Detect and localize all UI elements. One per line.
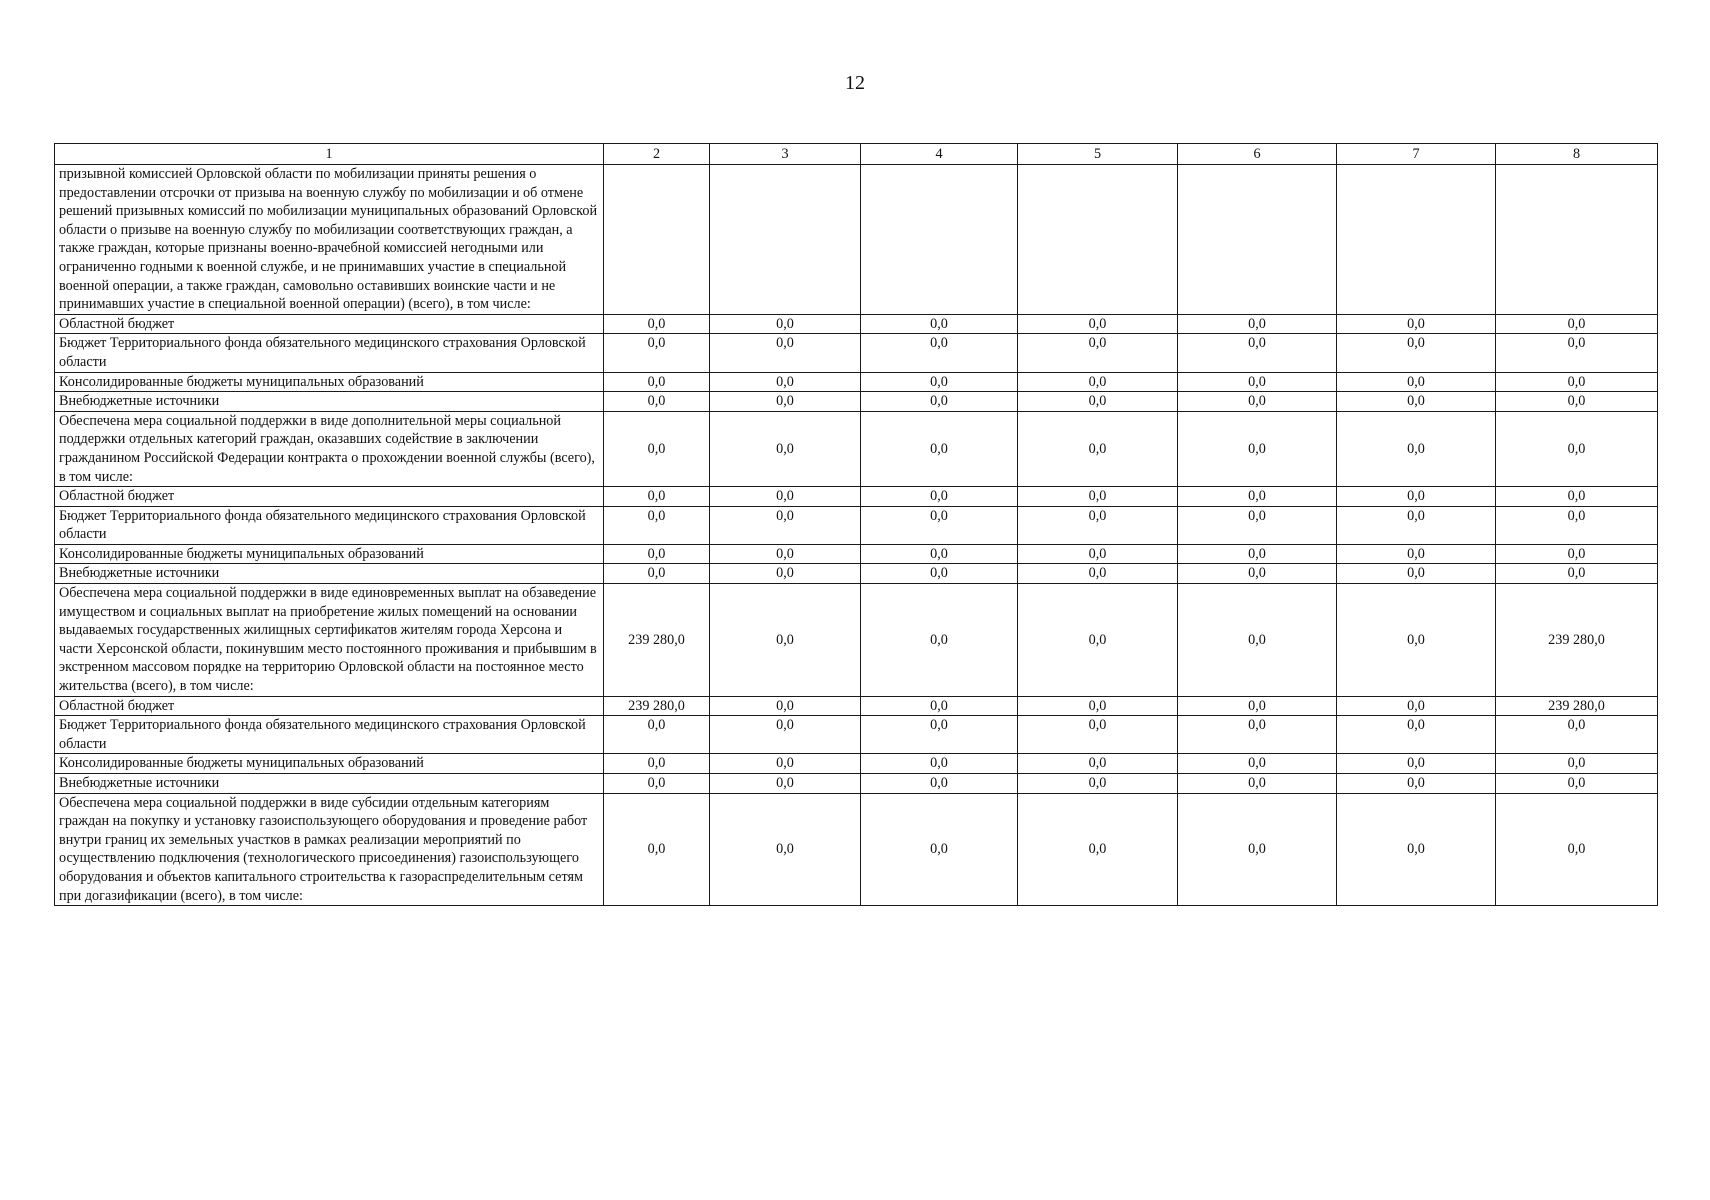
table-row (55, 314, 1658, 334)
value-cell-col-4: 0,0 (861, 774, 1018, 794)
value-cell-col-4: 0,0 (861, 411, 1018, 486)
value-cell-col-3: 0,0 (710, 314, 861, 334)
value-cell-col-4: 0,0 (861, 754, 1018, 774)
row-label: Обеспечена мера социальной поддержки в виде дополнительной меры социальной поддержки отдельных категорий граждан, оказавших содействие в заключении гражданином Российской Федерации контракта о прохождении военной службы (всего), в том числе: (55, 411, 604, 486)
value-cell-col-3: 0,0 (710, 564, 861, 584)
value-cell-col-5: 0,0 (1018, 544, 1178, 564)
value-cell-col-4: 0,0 (861, 544, 1018, 564)
table-row (55, 564, 1658, 584)
row-label: Обеспечена мера социальной поддержки в виде единовременных выплат на обзаведение имуществом и социальных выплат на приобретение жилых помещений на основании выдаваемых государственных жилищных сертификатов жителям города Херсона и части Херсонской области, покинувшим место постоянного проживания и прибывшим в экстренном массовом порядке на территорию Орловской области на постоянное место жительства (всего), в том числе: (55, 584, 604, 697)
table-row (55, 334, 1658, 372)
value-cell-col-4: 0,0 (861, 372, 1018, 392)
table-row (55, 793, 1658, 906)
value-cell-col-8: 0,0 (1496, 314, 1658, 334)
value-cell-col-7: 0,0 (1337, 411, 1496, 486)
value-cell-col-8: 0,0 (1496, 754, 1658, 774)
value-cell-col-3: 0,0 (710, 774, 861, 794)
table-row (55, 392, 1658, 412)
value-cell-col-3: 0,0 (710, 334, 861, 372)
value-cell-col-6: 0,0 (1178, 716, 1337, 754)
value-cell-col-8: 239 280,0 (1496, 696, 1658, 716)
value-cell-col-5: 0,0 (1018, 584, 1178, 697)
value-cell-col-3: 0,0 (710, 793, 861, 906)
row-label: Внебюджетные источники (55, 774, 604, 794)
row-label: Консолидированные бюджеты муниципальных образований (55, 544, 604, 564)
value-cell-col-8: 0,0 (1496, 487, 1658, 507)
value-cell-col-7: 0,0 (1337, 754, 1496, 774)
value-cell-col-5: 0,0 (1018, 506, 1178, 544)
value-cell-col-4: 0,0 (861, 584, 1018, 697)
value-cell-col-8: 0,0 (1496, 544, 1658, 564)
value-cell-col-8: 0,0 (1496, 411, 1658, 486)
value-cell-col-2: 239 280,0 (604, 584, 710, 697)
row-label: Внебюджетные источники (55, 392, 604, 412)
value-cell-col-3: 0,0 (710, 544, 861, 564)
value-cell-col-6: 0,0 (1178, 696, 1337, 716)
value-cell-col-2: 0,0 (604, 544, 710, 564)
value-cell-col-2: 0,0 (604, 716, 710, 754)
value-cell-col-8: 0,0 (1496, 716, 1658, 754)
column-header-8: 8 (1496, 144, 1658, 165)
value-cell-col-8: 0,0 (1496, 334, 1658, 372)
value-cell-col-2: 0,0 (604, 392, 710, 412)
value-cell-col-6: 0,0 (1178, 754, 1337, 774)
budget-table (54, 143, 1658, 906)
table-row (55, 372, 1658, 392)
value-cell-col-5 (1018, 165, 1178, 315)
value-cell-col-7 (1337, 165, 1496, 315)
value-cell-col-8: 0,0 (1496, 793, 1658, 906)
column-header-2: 2 (604, 144, 710, 165)
value-cell-col-2: 0,0 (604, 314, 710, 334)
value-cell-col-5: 0,0 (1018, 392, 1178, 412)
value-cell-col-2 (604, 165, 710, 315)
value-cell-col-8: 239 280,0 (1496, 584, 1658, 697)
value-cell-col-8: 0,0 (1496, 564, 1658, 584)
column-header-5: 5 (1018, 144, 1178, 165)
value-cell-col-3: 0,0 (710, 506, 861, 544)
row-label: Бюджет Территориального фонда обязательного медицинского страхования Орловской области (55, 506, 604, 544)
value-cell-col-4: 0,0 (861, 793, 1018, 906)
column-header-6: 6 (1178, 144, 1337, 165)
table-row (55, 487, 1658, 507)
table-header-row (55, 144, 1658, 165)
value-cell-col-8 (1496, 165, 1658, 315)
value-cell-col-5: 0,0 (1018, 716, 1178, 754)
value-cell-col-6: 0,0 (1178, 314, 1337, 334)
value-cell-col-7: 0,0 (1337, 314, 1496, 334)
value-cell-col-3: 0,0 (710, 372, 861, 392)
value-cell-col-7: 0,0 (1337, 696, 1496, 716)
value-cell-col-2: 239 280,0 (604, 696, 710, 716)
table-row (55, 696, 1658, 716)
row-label: Областной бюджет (55, 314, 604, 334)
value-cell-col-5: 0,0 (1018, 487, 1178, 507)
value-cell-col-3: 0,0 (710, 584, 861, 697)
value-cell-col-6: 0,0 (1178, 506, 1337, 544)
value-cell-col-7: 0,0 (1337, 564, 1496, 584)
value-cell-col-6: 0,0 (1178, 564, 1337, 584)
table-body (55, 165, 1658, 906)
value-cell-col-6: 0,0 (1178, 544, 1337, 564)
table-row (55, 754, 1658, 774)
value-cell-col-3: 0,0 (710, 392, 861, 412)
column-header-1: 1 (55, 144, 604, 165)
row-label: Бюджет Территориального фонда обязательного медицинского страхования Орловской области (55, 716, 604, 754)
table-row (55, 506, 1658, 544)
row-label: призывной комиссией Орловской области по мобилизации приняты решения о предоставлении отсрочки от призыва на военную службу по мобилизации и об отмене решений призывных комиссий по мобилизации муниципальных образований Орловской области о призыве на военную службу по мобилизации соответствующих граждан, а также граждан, которые признаны военно-врачебной комиссией негодными или ограниченно годными к военной службе, и не принимавших участие в специальной военной операции, а также граждан, самовольно оставивших воинские части и не принимавших участие в специальной военной операции) (всего), в том числе: (55, 165, 604, 315)
value-cell-col-7: 0,0 (1337, 487, 1496, 507)
value-cell-col-5: 0,0 (1018, 372, 1178, 392)
value-cell-col-5: 0,0 (1018, 793, 1178, 906)
value-cell-col-7: 0,0 (1337, 584, 1496, 697)
table-row (55, 584, 1658, 697)
value-cell-col-2: 0,0 (604, 411, 710, 486)
table-row (55, 544, 1658, 564)
value-cell-col-2: 0,0 (604, 754, 710, 774)
value-cell-col-7: 0,0 (1337, 392, 1496, 412)
value-cell-col-4: 0,0 (861, 716, 1018, 754)
row-label: Консолидированные бюджеты муниципальных образований (55, 754, 604, 774)
value-cell-col-6: 0,0 (1178, 487, 1337, 507)
value-cell-col-2: 0,0 (604, 506, 710, 544)
row-label: Внебюджетные источники (55, 564, 604, 584)
value-cell-col-3: 0,0 (710, 716, 861, 754)
value-cell-col-2: 0,0 (604, 334, 710, 372)
value-cell-col-5: 0,0 (1018, 314, 1178, 334)
value-cell-col-7: 0,0 (1337, 716, 1496, 754)
value-cell-col-6: 0,0 (1178, 774, 1337, 794)
row-label: Областной бюджет (55, 696, 604, 716)
table-row (55, 716, 1658, 754)
row-label: Бюджет Территориального фонда обязательного медицинского страхования Орловской области (55, 334, 604, 372)
value-cell-col-4: 0,0 (861, 564, 1018, 584)
value-cell-col-3 (710, 165, 861, 315)
value-cell-col-6 (1178, 165, 1337, 315)
value-cell-col-7: 0,0 (1337, 793, 1496, 906)
table-row (55, 774, 1658, 794)
column-header-4: 4 (861, 144, 1018, 165)
column-header-7: 7 (1337, 144, 1496, 165)
value-cell-col-8: 0,0 (1496, 774, 1658, 794)
value-cell-col-6: 0,0 (1178, 793, 1337, 906)
value-cell-col-4: 0,0 (861, 392, 1018, 412)
value-cell-col-2: 0,0 (604, 372, 710, 392)
value-cell-col-4: 0,0 (861, 314, 1018, 334)
value-cell-col-7: 0,0 (1337, 506, 1496, 544)
table-row (55, 411, 1658, 486)
value-cell-col-3: 0,0 (710, 696, 861, 716)
value-cell-col-7: 0,0 (1337, 334, 1496, 372)
value-cell-col-4: 0,0 (861, 696, 1018, 716)
value-cell-col-5: 0,0 (1018, 564, 1178, 584)
value-cell-col-7: 0,0 (1337, 372, 1496, 392)
value-cell-col-8: 0,0 (1496, 392, 1658, 412)
value-cell-col-5: 0,0 (1018, 411, 1178, 486)
value-cell-col-4: 0,0 (861, 487, 1018, 507)
value-cell-col-4: 0,0 (861, 506, 1018, 544)
value-cell-col-6: 0,0 (1178, 334, 1337, 372)
value-cell-col-7: 0,0 (1337, 544, 1496, 564)
value-cell-col-4 (861, 165, 1018, 315)
value-cell-col-5: 0,0 (1018, 696, 1178, 716)
value-cell-col-3: 0,0 (710, 754, 861, 774)
value-cell-col-4: 0,0 (861, 334, 1018, 372)
value-cell-col-5: 0,0 (1018, 774, 1178, 794)
value-cell-col-2: 0,0 (604, 793, 710, 906)
value-cell-col-5: 0,0 (1018, 754, 1178, 774)
value-cell-col-8: 0,0 (1496, 506, 1658, 544)
value-cell-col-5: 0,0 (1018, 334, 1178, 372)
value-cell-col-2: 0,0 (604, 487, 710, 507)
value-cell-col-6: 0,0 (1178, 584, 1337, 697)
value-cell-col-2: 0,0 (604, 564, 710, 584)
page-number: 12 (845, 72, 865, 94)
value-cell-col-6: 0,0 (1178, 392, 1337, 412)
value-cell-col-3: 0,0 (710, 411, 861, 486)
value-cell-col-6: 0,0 (1178, 411, 1337, 486)
value-cell-col-8: 0,0 (1496, 372, 1658, 392)
value-cell-col-7: 0,0 (1337, 774, 1496, 794)
row-label: Обеспечена мера социальной поддержки в виде субсидии отдельным категориям граждан на покупку и установку газоиспользующего оборудования и проведение работ внутри границ их земельных участков в рамках реализации мероприятий по осуществлению подключения (технологического присоединения) газоиспользующего оборудования и объектов капитального строительства к газораспределительным сетям при догазификации (всего), в том числе: (55, 793, 604, 906)
value-cell-col-2: 0,0 (604, 774, 710, 794)
value-cell-col-3: 0,0 (710, 487, 861, 507)
row-label: Областной бюджет (55, 487, 604, 507)
value-cell-col-6: 0,0 (1178, 372, 1337, 392)
column-header-3: 3 (710, 144, 861, 165)
row-label: Консолидированные бюджеты муниципальных образований (55, 372, 604, 392)
table-row (55, 165, 1658, 315)
